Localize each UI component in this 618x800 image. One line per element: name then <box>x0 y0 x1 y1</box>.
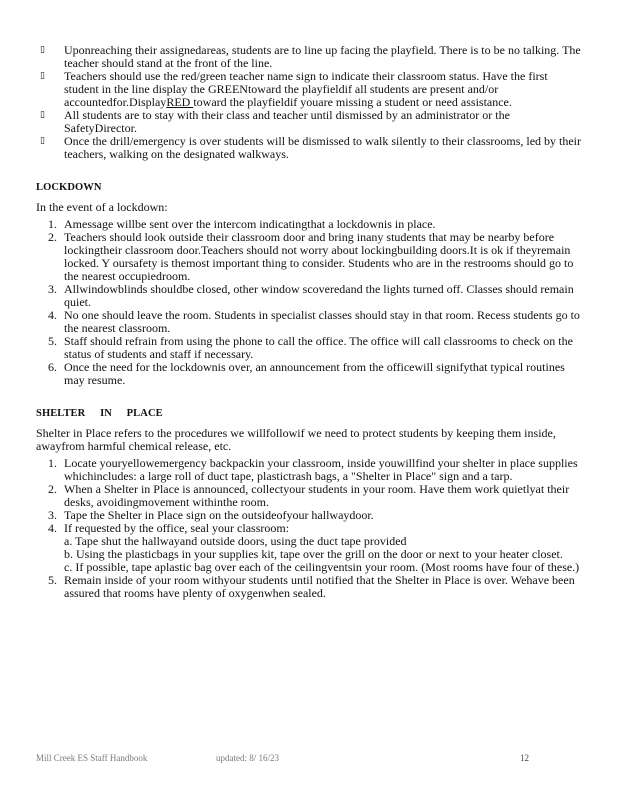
list-item: 1. Locate youryellowemergency backpackin your classroom, inside youwillfind your shelter in place supplies whichincludes: a large roll of duct tape, plastictrash bags, a "Shelter in Place" sign and a tarp. <box>48 456 578 483</box>
list-item: 2. When a Shelter in Place is announced, collectyour students in your room. Have them work quietlyat their desks, avoidingmovement withinthe room. <box>48 482 570 509</box>
page-content <box>36 44 584 600</box>
list-item: 3. Allwindowblinds shouldbe closed, other window scoveredand the lights turned off. Classes should remain quiet. <box>48 282 574 309</box>
bullet-item <box>36 109 584 135</box>
bullet-box-icon: ▯ <box>40 136 45 146</box>
list-item: 1. Amessage willbe sent over the intercom indicatingthat a lockdownis in place. <box>48 217 436 231</box>
list-item: 2. Teachers should look outside their classroom door and bring inany students that may be nearby before lockingtheir classroom door.Teachers should not worry about lockingbuilding doors.It is ok if theyremain locked. Y oursafety is themost important thing to consider. Students who are in the restrooms should go to the nearest occupiedroom. <box>48 230 574 283</box>
footer-handbook-title: Mill Creek ES Staff Handbook <box>36 753 148 763</box>
shelter-list <box>36 457 584 600</box>
bullet-item <box>36 135 584 161</box>
bullet-box-icon: ▯ <box>40 71 45 81</box>
bullet-item <box>36 70 584 109</box>
bullet-text-tail: toward the playfieldif youare missing a student or need assistance. <box>193 95 512 109</box>
list-item: 5. Remain inside of your room withyour students until notified that the Shelter in Place is over. Wehave been assured that rooms have plenty of oxygenwhen sealed. <box>48 573 575 600</box>
list-item: 6. Once the need for the lockdownis over, an announcement from the officewill signifythat typical routines may resume. <box>48 360 565 387</box>
lockdown-list <box>36 218 584 387</box>
footer-updated-date: updated: 8/ 16/23 <box>216 753 279 763</box>
lockdown-intro: In the event of a lockdown: <box>36 200 168 214</box>
bullet-box-icon: ▯ <box>40 45 45 55</box>
bullet-box-icon: ▯ <box>40 110 45 120</box>
list-item: 4. No one should leave the room. Students in specialist classes should stay in that room. Recess students go to the nearest classroom. <box>48 308 580 335</box>
evacuation-bullet-list <box>36 44 584 161</box>
shelter-intro: Shelter in Place refers to the procedures we willfollowif we need to protect students by keeping them inside, awayfrom harmful chemical release, etc. <box>36 426 556 453</box>
lockdown-heading: LOCKDOWN <box>36 182 102 193</box>
bullet-text: Once the drill/emergency is over students will be dismissed to walk silently to their classrooms, led by their teachers, walking on the designated walkways. <box>64 134 582 161</box>
list-item: 3. Tape the Shelter in Place sign on the outsideofyour hallwaydoor. <box>48 508 374 522</box>
list-item: 5. Staff should refrain from using the phone to call the office. The office will call classrooms to check on the status of students and staff if necessary. <box>48 334 573 361</box>
shelter-heading: SHELTER IN PLACE <box>36 408 163 419</box>
red-underlined-text: RED <box>166 95 194 109</box>
bullet-text: Teachers should use the red/green teacher name sign to indicate their classroom status. Have the first student in the line display the GREENtoward the playfieldif all students are present and/or accountedfor.Display <box>64 69 548 109</box>
sub-item: b. Using the plasticbags in your supplies kit, tape over the grill on the door or next to your heater closet. <box>64 547 563 561</box>
bullet-text: All students are to stay with their class and teacher until dismissed by an administrator or the SafetyDirector. <box>64 108 510 135</box>
sub-item: c. If possible, tape aplastic bag over each of the ceilingventsin your room. (Most rooms have four of these.) <box>64 560 580 574</box>
sub-item: a. Tape shut the hallwayand outside doors, using the duct tape provided <box>64 534 407 548</box>
list-item: 4. If requested by the office, seal your classroom: a. Tape shut the hallwayand outside doors, using the duct tape provided b. Using the plasticbags in your supplies kit, tape over the grill on the door or next to your heater closet. c. If possible, tape aplastic bag over each of the ceilingventsin your room. (Most rooms have four of these.) <box>36 522 584 574</box>
bullet-text: Uponreaching their assignedareas, students are to line up facing the playfield. There is to be no talking. The teacher should stand at the front of the line. <box>64 43 581 70</box>
bullet-item <box>36 44 584 70</box>
page-number: 12 <box>520 753 529 763</box>
